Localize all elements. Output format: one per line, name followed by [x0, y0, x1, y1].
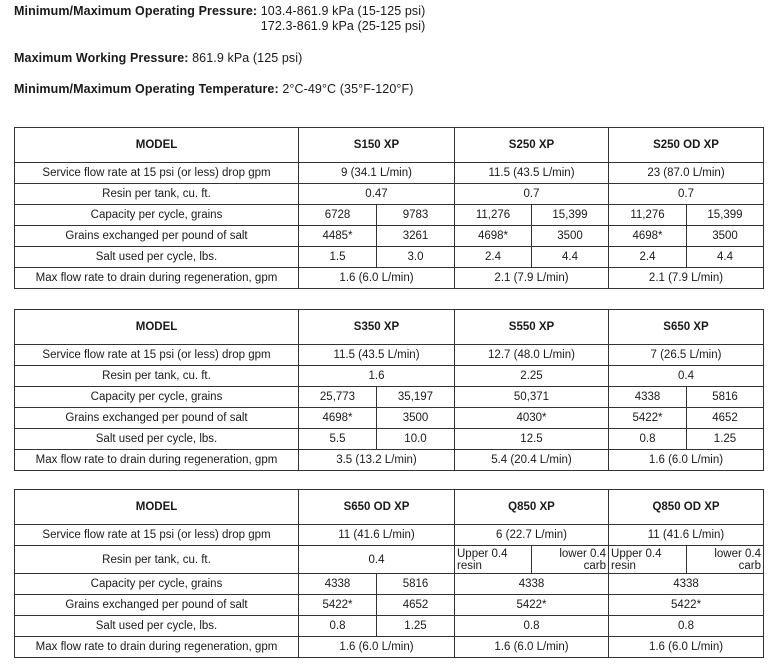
cell: 11.5 (43.5 L/min)	[299, 345, 455, 366]
row-label-resin: Resin per tank, cu. ft.	[15, 546, 299, 574]
cell: 2.4	[455, 247, 532, 268]
cell: 1.6 (6.0 L/min)	[609, 637, 764, 658]
cell: 4338	[299, 574, 377, 595]
cell: 3.5 (13.2 L/min)	[299, 450, 455, 471]
model-spec-table-2	[14, 309, 764, 471]
cell: 1.6 (6.0 L/min)	[299, 268, 455, 289]
model-row	[15, 490, 764, 525]
row-label-salt-used: Salt used per cycle, lbs.	[15, 616, 299, 637]
cell: 0.8	[609, 616, 764, 637]
cell: 4030*	[455, 408, 609, 429]
cell: 6 (22.7 L/min)	[455, 525, 609, 546]
model-spec-table-1	[14, 127, 764, 289]
row-label-capacity: Capacity per cycle, grains	[15, 574, 299, 595]
row-label-model: MODEL	[15, 310, 299, 345]
cell: 1.6 (6.0 L/min)	[455, 637, 609, 658]
cell: 2.4	[609, 247, 687, 268]
cell: 4485*	[299, 226, 377, 247]
cell: 11.5 (43.5 L/min)	[455, 163, 609, 184]
resin-lower-line-1: lower 0.4	[559, 547, 607, 560]
cell: 0.7	[455, 184, 609, 205]
resin-upper-line-2: resin	[611, 559, 636, 572]
cell: 9783	[377, 205, 455, 226]
cell: 5.4 (20.4 L/min)	[455, 450, 609, 471]
working-pressure-spec	[14, 51, 302, 65]
cell: 6728	[299, 205, 377, 226]
cell: 2.1 (7.9 L/min)	[455, 268, 609, 289]
model-name: S150 XP	[299, 128, 455, 163]
cell: 1.25	[687, 429, 764, 450]
row-label-grains-exchanged: Grains exchanged per pound of salt	[15, 408, 299, 429]
capacity-row	[15, 205, 764, 226]
cell: 4.4	[687, 247, 764, 268]
cell: 0.4	[299, 546, 455, 574]
row-label-service-flow: Service flow rate at 15 psi (or less) drop gpm	[15, 163, 299, 184]
row-label-max-drain: Max flow rate to drain during regeneration, gpm	[15, 450, 299, 471]
operating-pressure-spec	[14, 4, 425, 34]
model-name: Q850 OD XP	[609, 490, 764, 525]
cell: 4338	[455, 574, 609, 595]
cell: 4.4	[532, 247, 609, 268]
row-label-capacity: Capacity per cycle, grains	[15, 205, 299, 226]
row-label-model: MODEL	[15, 128, 299, 163]
cell: 11,276	[609, 205, 687, 226]
cell: 3500	[377, 408, 455, 429]
salt-used-row	[15, 616, 764, 637]
service-flow-row	[15, 525, 764, 546]
row-label-salt-used: Salt used per cycle, lbs.	[15, 429, 299, 450]
cell: 4652	[377, 595, 455, 616]
cell: 4338	[609, 574, 764, 595]
capacity-row	[15, 387, 764, 408]
model-row	[15, 128, 764, 163]
operating-temperature-value: 2°C-49°C (35°F-120°F)	[282, 82, 414, 96]
row-label-service-flow: Service flow rate at 15 psi (or less) drop gpm	[15, 525, 299, 546]
model-spec-table-3	[14, 489, 764, 658]
resin-row	[15, 184, 764, 205]
cell: 1.6	[299, 366, 455, 387]
model-name: S350 XP	[299, 310, 455, 345]
cell: 3261	[377, 226, 455, 247]
cell: 0.4	[609, 366, 764, 387]
cell: 4698*	[455, 226, 532, 247]
row-label-capacity: Capacity per cycle, grains	[15, 387, 299, 408]
resin-lower-line-1: lower 0.4	[714, 547, 762, 560]
capacity-row	[15, 574, 764, 595]
cell: 12.7 (48.0 L/min)	[455, 345, 609, 366]
cell: 4652	[687, 408, 764, 429]
cell: 4698*	[299, 408, 377, 429]
working-pressure-label: Maximum Working Pressure:	[14, 51, 189, 65]
row-label-resin: Resin per tank, cu. ft.	[15, 184, 299, 205]
cell: 9 (34.1 L/min)	[299, 163, 455, 184]
cell: 50,371	[455, 387, 609, 408]
resin-upper-cell	[609, 546, 687, 574]
salt-used-row	[15, 247, 764, 268]
cell: 11 (41.6 L/min)	[299, 525, 455, 546]
service-flow-row	[15, 345, 764, 366]
resin-lower-cell	[532, 546, 609, 574]
cell: 1.25	[377, 616, 455, 637]
row-label-model: MODEL	[15, 490, 299, 525]
operating-pressure-value-2: 172.3-861.9 kPa (25-125 psi)	[260, 19, 426, 33]
cell: 4338	[609, 387, 687, 408]
row-label-service-flow: Service flow rate at 15 psi (or less) drop gpm	[15, 345, 299, 366]
max-drain-row	[15, 268, 764, 289]
cell: 12.5	[455, 429, 609, 450]
row-label-max-drain: Max flow rate to drain during regeneration, gpm	[15, 268, 299, 289]
cell: 1.6 (6.0 L/min)	[299, 637, 455, 658]
cell: 5422*	[609, 595, 764, 616]
cell: 0.8	[299, 616, 377, 637]
cell: 15,399	[532, 205, 609, 226]
model-row	[15, 310, 764, 345]
service-flow-row	[15, 163, 764, 184]
cell: 3.0	[377, 247, 455, 268]
cell: 3500	[532, 226, 609, 247]
cell: 2.25	[455, 366, 609, 387]
row-label-grains-exchanged: Grains exchanged per pound of salt	[15, 595, 299, 616]
resin-row	[15, 546, 764, 574]
cell: 3500	[687, 226, 764, 247]
salt-used-row	[15, 429, 764, 450]
cell: 11,276	[455, 205, 532, 226]
cell: 5816	[377, 574, 455, 595]
row-label-grains-exchanged: Grains exchanged per pound of salt	[15, 226, 299, 247]
grains-exchanged-row	[15, 226, 764, 247]
cell: 7 (26.5 L/min)	[609, 345, 764, 366]
cell: 23 (87.0 L/min)	[609, 163, 764, 184]
model-name: S650 XP	[609, 310, 764, 345]
cell: 5.5	[299, 429, 377, 450]
row-label-salt-used: Salt used per cycle, lbs.	[15, 247, 299, 268]
cell: 5422*	[455, 595, 609, 616]
model-name: S250 OD XP	[609, 128, 764, 163]
cell: 1.6 (6.0 L/min)	[609, 450, 764, 471]
cell: 0.7	[609, 184, 764, 205]
model-name: S250 XP	[455, 128, 609, 163]
resin-upper-line-1: Upper 0.4	[611, 547, 662, 560]
cell: 15,399	[687, 205, 764, 226]
cell: 4698*	[609, 226, 687, 247]
operating-temperature-label: Minimum/Maximum Operating Temperature:	[14, 82, 279, 96]
resin-lower-line-2: carb	[738, 559, 762, 572]
resin-row	[15, 366, 764, 387]
grains-exchanged-row	[15, 595, 764, 616]
cell: 0.8	[609, 429, 687, 450]
cell: 5422*	[609, 408, 687, 429]
cell: 11 (41.6 L/min)	[609, 525, 764, 546]
cell: 5422*	[299, 595, 377, 616]
model-name: S550 XP	[455, 310, 609, 345]
max-drain-row	[15, 637, 764, 658]
cell: 10.0	[377, 429, 455, 450]
row-label-max-drain: Max flow rate to drain during regeneration, gpm	[15, 637, 299, 658]
resin-upper-cell	[455, 546, 532, 574]
cell: 1.5	[299, 247, 377, 268]
operating-pressure-label: Minimum/Maximum Operating Pressure:	[14, 4, 258, 18]
cell: 25,773	[299, 387, 377, 408]
resin-upper-line-2: resin	[457, 559, 482, 572]
row-label-resin: Resin per tank, cu. ft.	[15, 366, 299, 387]
model-name: Q850 XP	[455, 490, 609, 525]
cell: 5816	[687, 387, 764, 408]
resin-lower-line-2: carb	[583, 559, 607, 572]
max-drain-row	[15, 450, 764, 471]
operating-temperature-spec	[14, 82, 413, 96]
working-pressure-value: 861.9 kPa (125 psi)	[192, 51, 303, 65]
cell: 0.47	[299, 184, 455, 205]
resin-lower-cell	[687, 546, 764, 574]
grains-exchanged-row	[15, 408, 764, 429]
cell: 35,197	[377, 387, 455, 408]
cell: 0.8	[455, 616, 609, 637]
operating-pressure-value-1: 103.4-861.9 kPa (15-125 psi)	[260, 4, 426, 18]
model-name: S650 OD XP	[299, 490, 455, 525]
resin-upper-line-1: Upper 0.4	[457, 547, 508, 560]
cell: 2.1 (7.9 L/min)	[609, 268, 764, 289]
